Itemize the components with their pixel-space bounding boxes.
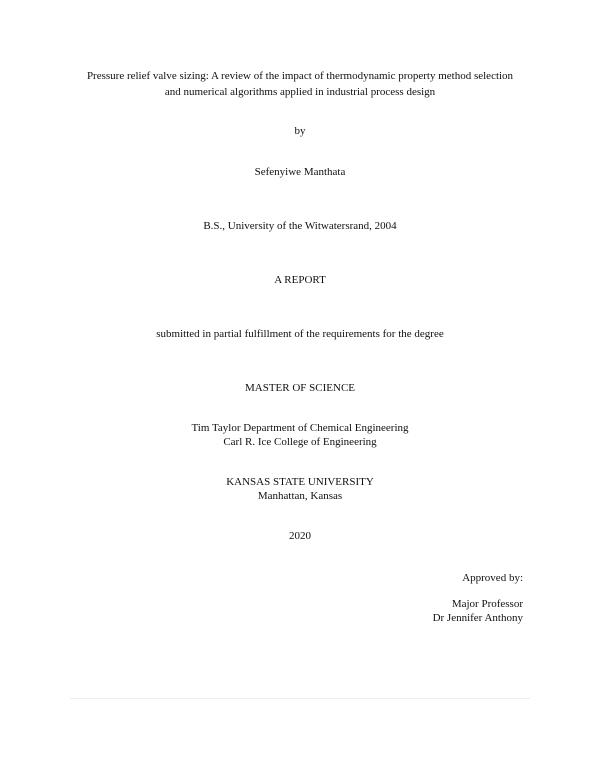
department-name: Tim Taylor Department of Chemical Engineering (191, 422, 409, 434)
title-line-2: and numerical algorithms applied in industrial process design (164, 86, 436, 98)
university-name: KANSAS STATE UNIVERSITY (226, 476, 374, 488)
title-line-1: Pressure relief valve sizing: A review of the impact of thermodynamic property method selection (86, 70, 514, 82)
approver-role: Major Professor (451, 598, 523, 610)
bottom-divider (70, 698, 530, 699)
prior-degree: B.S., University of the Witwatersrand, 2004 (203, 220, 397, 232)
university-location: Manhattan, Kansas (257, 490, 343, 502)
submission-statement: submitted in partial fulfillment of the requirements for the degree (156, 328, 444, 340)
degree-name: MASTER OF SCIENCE (244, 382, 356, 394)
document-type: A REPORT (274, 274, 326, 286)
by-label: by (294, 125, 306, 137)
submission-year: 2020 (289, 530, 311, 542)
author-name: Sefenyiwe Manthata (254, 166, 346, 178)
approver-name: Dr Jennifer Anthony (432, 612, 523, 624)
college-name: Carl R. Ice College of Engineering (223, 436, 377, 448)
approved-by-label: Approved by: (462, 572, 523, 584)
